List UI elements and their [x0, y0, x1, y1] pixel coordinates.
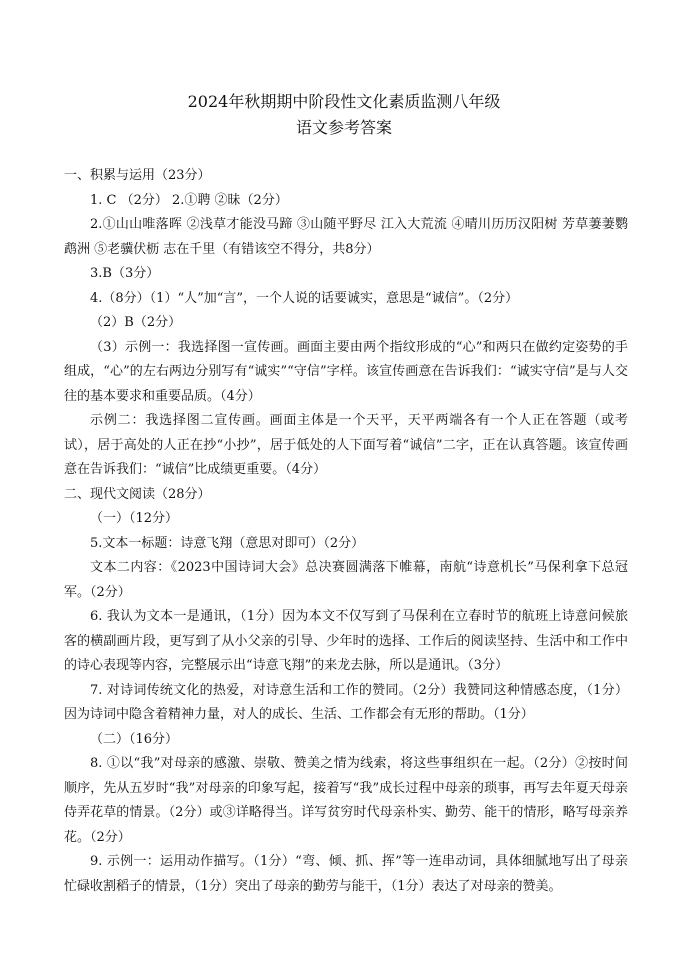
answer-2: 2.①山山唯落晖 ②浅草才能没马蹄 ③山随平野尽 江入大荒流 ④晴川历历汉阳树 芳草萋萋鹦鹉洲 ⑤老骥伏枥 志在千里（有错该空不得分，共8分）	[64, 217, 628, 257]
answer-5-title: 5.文本一标题：诗意飞翔（意思对即可）（2分）	[90, 535, 365, 551]
answer-4: 4.（8分）（1）“人”加“言”，一个人说的话要诚实，意思是“诚信”。（2分）	[90, 290, 519, 306]
answer-4-2: （2）B（2分）	[90, 315, 182, 330]
answer-5-content: 文本二内容：《2023中国诗词大会》总决赛圆满落下帷幕，南航“诗意机长”马保利拿下总冠军。（2分）	[64, 560, 628, 600]
section-heading-1: 一、积累与运用（23分）	[64, 168, 211, 183]
answer-4-3-example2: 示例二：我选择图二宣传画。画面主体是一个天平，天平两端各有一个人正在答题（或考试），居于高处的人正在抄“小抄”，居于低处的人下面写着“诚信”二字，正在认真答题。该宣传画意在告诉我们：“诚信”比成绩更重要。（4分）	[64, 413, 628, 477]
document-subtitle: 语文参考答案	[295, 118, 392, 137]
answer-1: 1. C （2分） 2.①聘 ②昧（2分）	[90, 192, 288, 208]
document-title: 2024年秋期期中阶段性文化素质监测八年级	[187, 92, 501, 111]
answer-6: 6. 我认为文本一是通讯，（1分）因为本文不仅写到了马保利在立春时节的航班上诗意问候旅客的横副画片段，更写到了从小父亲的引导、少年时的选择、工作后的阅读坚持、生活中和工作中的诗心表现等内容，完整展示出“诗意飞翔”的来龙去脉，所以是通讯。（3分）	[64, 609, 628, 673]
subsection-1: （一）（12分）	[90, 511, 179, 526]
answer-9: 9. 示例一：运用动作描写。（1分）“弯、倾、抓、挥”等一连串动词，具体细腻地写出了母亲忙碌收割稻子的情景，（1分）突出了母亲的勤劳与能干，（1分）表达了对母亲的赞美。	[64, 854, 628, 894]
section-heading-2: 二、现代文阅读（28分）	[64, 486, 211, 502]
answer-8: 8. ①以“我”对母亲的感激、崇敬、赞美之情为线索，将这些事组织在一起。（2分）②按时间顺序，先从五岁时“我”对母亲的印象写起，接着写“我”成长过程中母亲的琐事，再写去年夏天母亲侍弄花草的情景。（2分）或③详略得当。详写贫穷时代母亲朴实、勤劳、能干的情形，略写母亲养花。（2分）	[64, 756, 628, 845]
answer-3: 3.B（3分）	[90, 266, 160, 281]
answer-4-3-example1: （3）示例一：我选择图一宣传画。画面主要由两个指纹形成的“心”和两只在做约定姿势的手组成，“心”的左右两边分别写有“诚实”“守信”字样。该宣传画意在告诉我们：“诚实守信”是与人交往的基本要求和重要品质。（4分）	[64, 339, 628, 404]
subsection-2: （二）（16分）	[90, 731, 179, 747]
answer-7: 7. 对诗词传统文化的热爱，对诗意生活和工作的赞同。（2分）我赞同这种情感态度，（1分）因为诗词中隐含着精神力量，对人的成长、生活、工作都会有无形的帮助。（1分）	[64, 682, 628, 722]
answer-content	[64, 164, 628, 899]
